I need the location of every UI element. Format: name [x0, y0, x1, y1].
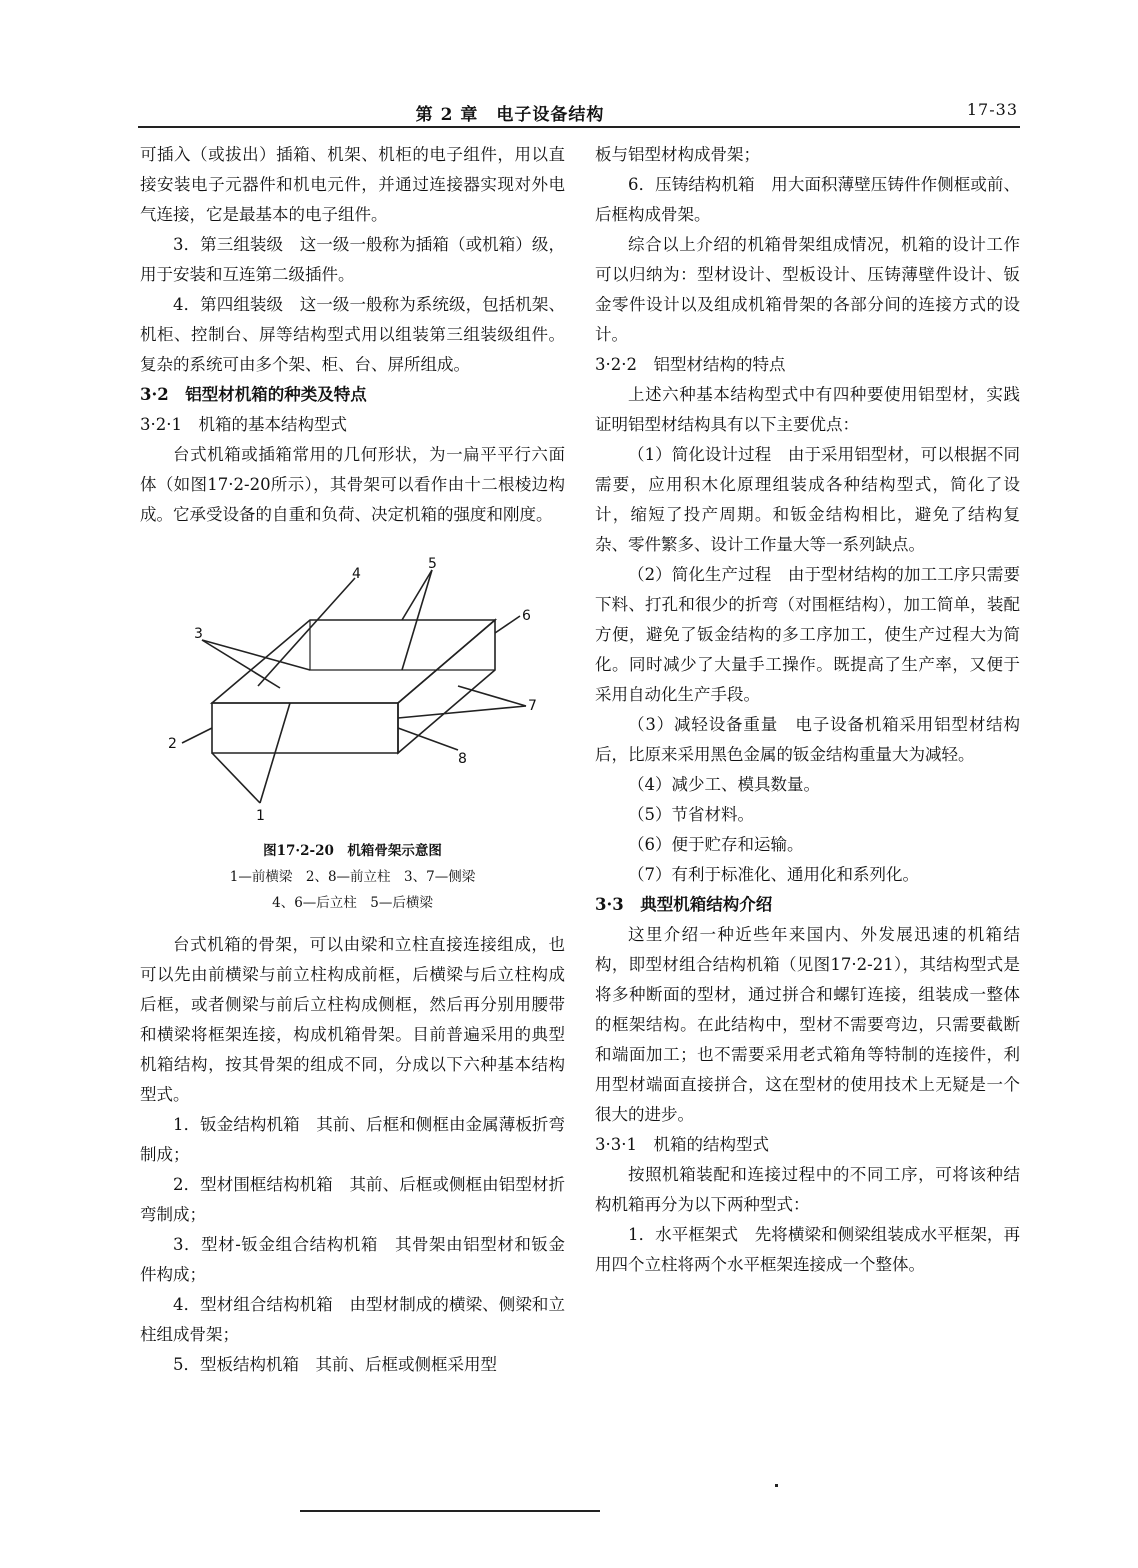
paragraph: 4．第四组装级 这一级一般称为系统级，包括机架、机柜、控制台、屏等结构型式用以组装第三组装级组件。复杂的系统可由多个架、柜、台、屏所组成。	[140, 295, 565, 374]
paragraph: 台式机箱或插箱常用的几何形状，为一扁平平行六面体（如图17·2-20所示），其骨架可以看作由十二根棱边构成。它承受设备的自重和负荷、决定机箱的强度和刚度。	[140, 445, 565, 524]
left-column	[140, 140, 565, 1380]
figure-label-7: 7	[528, 698, 537, 714]
list-item: 1．水平框架式 先将横梁和侧梁组装成水平框架，再用四个立柱将两个水平框架连接成一个整体。	[595, 1225, 1020, 1274]
page-number: 17-33	[966, 100, 1018, 119]
hidden-edges	[310, 620, 495, 670]
figure-caption: 图17·2-20 机箱骨架示意图	[263, 843, 442, 859]
chassis-frame-figure	[140, 538, 565, 838]
list-item: 2．型材围框结构机箱 其前、后框或侧框由铝型材折弯制成；	[140, 1175, 565, 1224]
advantage-item: （4）减少工、模具数量。	[628, 775, 820, 794]
figure-label-2: 2	[168, 736, 177, 752]
list-item: 5．型板结构机箱 其前、后框或侧框采用型	[173, 1355, 497, 1374]
figure-label-8: 8	[458, 751, 467, 767]
front-frame	[212, 703, 398, 753]
section-heading: 3·3 典型机箱结构介绍	[595, 895, 773, 914]
chassis-frame-diagram	[140, 538, 565, 838]
advantage-item: （2）简化生产过程 由于型材结构的加工工序只需要下料、打孔和很少的折弯（对围框结构），加工简单，装配方便，避免了钣金结构的多工序加工，使生产过程大为简化。同时减少了大量手工操作。既提高了生产率，又便于采用自动化生产手段。	[595, 565, 1020, 704]
subsection-heading: 3·2·1 机箱的基本结构型式	[140, 415, 347, 434]
figure-label-3: 3	[194, 626, 203, 642]
list-item: 1．钣金结构机箱 其前、后框和侧框由金属薄板折弯制成；	[140, 1115, 565, 1164]
scan-speck	[775, 1484, 778, 1487]
chapter-title: 第 2 章 电子设备结构	[415, 105, 605, 125]
paragraph: 上述六种基本结构型式中有四种要使用铝型材，实践证明铝型材结构具有以下主要优点：	[595, 385, 1020, 434]
subsection-heading: 3·3·1 机箱的结构型式	[595, 1135, 769, 1154]
section-heading: 3·2 铝型材机箱的种类及特点	[140, 385, 367, 404]
figure-legend: 1—前横梁 2、8—前立柱 3、7—侧梁	[229, 869, 476, 885]
paragraph: 可插入（或拔出）插箱、机架、机柜的电子组件，用以直接安装电子元器件和机电元件，并通过连接器实现对外电气连接，它是最基本的电子组件。	[140, 145, 565, 224]
subsection-heading: 3·2·2 铝型材结构的特点	[595, 355, 786, 374]
figure-label-4: 4	[352, 566, 361, 582]
footer-rule	[300, 1510, 600, 1512]
header-rule	[138, 126, 1020, 128]
right-column	[595, 140, 1020, 1280]
paragraph: 按照机箱装配和连接过程中的不同工序，可将该种结构机箱再分为以下两种型式：	[595, 1165, 1020, 1214]
advantage-item: （5）节省材料。	[628, 805, 754, 824]
figure-label-1: 1	[256, 808, 265, 824]
paragraph: 3．第三组装级 这一级一般称为插箱（或机箱）级，用于安装和互连第二级插件。	[140, 235, 565, 284]
advantage-item: （3）减轻设备重量 电子设备机箱采用铝型材结构后，比原来采用黑色金属的钣金结构重量大为减轻。	[595, 715, 1020, 764]
figure-label-5: 5	[428, 556, 437, 572]
list-item: 4．型材组合结构机箱 由型材制成的横梁、侧梁和立柱组成骨架；	[140, 1295, 565, 1344]
paragraph: 综合以上介绍的机箱骨架组成情况，机箱的设计工作可以归纳为：型材设计、型板设计、压铸薄壁件设计、钣金零件设计以及组成机箱骨架的各部分间的连接方式的设计。	[595, 235, 1020, 344]
figure-legend: 4、6—后立柱 5—后横梁	[272, 895, 433, 911]
paragraph: 这里介绍一种近些年来国内、外发展迅速的机箱结构，即型材组合结构机箱（见图17·2-21），其结构型式是将多种断面的型材，通过拼合和螺钉连接，组装成一整体的框架结构。在此结构中，型材不需要弯边，只需要截断和端面加工；也不需要采用老式箱角等特制的连接件，利用型材端面直接拼合，这在型材的使用技术上无疑是一个很大的进步。	[595, 925, 1020, 1124]
paragraph: 台式机箱的骨架，可以由梁和立柱直接连接组成，也可以先由前横梁与前立柱构成前框，后横梁与后立柱构成后框，或者侧梁与前后立柱构成侧框，然后再分别用腰带和横梁将框架连接，构成机箱骨架。目前普遍采用的典型机箱结构，按其骨架的组成不同，分成以下六种基本结构型式。	[140, 935, 565, 1104]
list-item: 6．压铸结构机箱 用大面积薄壁压铸件作侧框或前、后框构成骨架。	[595, 175, 1020, 224]
top-frame	[212, 620, 495, 703]
paragraph: 板与铝型材构成骨架；	[595, 145, 760, 164]
advantage-item: （6）便于贮存和运输。	[628, 835, 804, 854]
advantage-item: （1）简化设计过程 由于采用铝型材，可以根据不同需要，应用积木化原理组装成各种结构型式，简化了设计，缩短了投产周期。和钣金结构相比，避免了结构复杂、零件繁多、设计工作量大等一系列缺点。	[595, 445, 1020, 554]
advantage-item: （7）有利于标准化、通用化和系列化。	[628, 865, 919, 884]
figure-label-6: 6	[522, 608, 531, 624]
list-item: 3．型材-钣金组合结构机箱 其骨架由铝型材和钣金件构成；	[140, 1235, 565, 1284]
